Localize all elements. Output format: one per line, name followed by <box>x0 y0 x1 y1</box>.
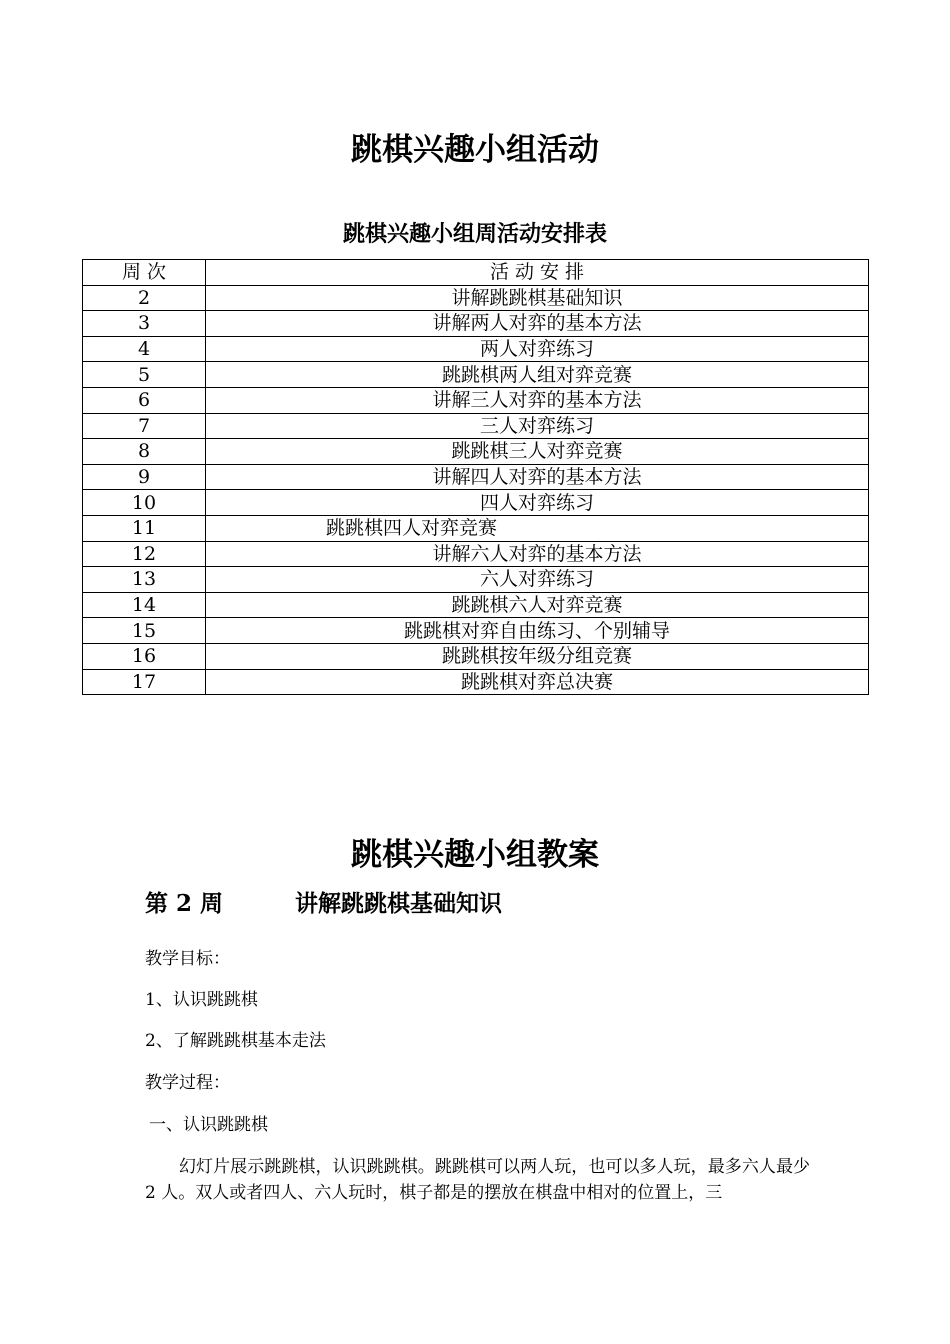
table-row <box>83 311 869 337</box>
week-cell: 16 <box>83 643 206 669</box>
table-row <box>83 387 869 413</box>
activity-cell: 跳跳棋对弈自由练习、个别辅导 <box>206 618 869 644</box>
week-cell: 15 <box>83 618 206 644</box>
week-cell: 17 <box>83 669 206 695</box>
activity-cell: 四人对弈练习 <box>206 490 869 516</box>
activity-cell: 跳跳棋两人组对弈竞赛 <box>206 362 869 388</box>
activity-cell: 两人对弈练习 <box>206 336 869 362</box>
table-row <box>83 439 869 465</box>
week-cell: 6 <box>83 387 206 413</box>
activity-cell: 讲解跳跳棋基础知识 <box>206 285 869 311</box>
week-cell: 4 <box>83 336 206 362</box>
table-row <box>83 362 869 388</box>
table-row <box>83 464 869 490</box>
goal-item: 1、认识跳跳棋 <box>145 990 258 1010</box>
page-title: 跳棋兴趣小组活动 <box>351 132 599 168</box>
table-row <box>83 669 869 695</box>
table-row <box>83 567 869 593</box>
week-cell: 5 <box>83 362 206 388</box>
week-cell: 2 <box>83 285 206 311</box>
header-activity: 活 动 安 排 <box>206 260 869 286</box>
week-cell: 10 <box>83 490 206 516</box>
week-cell: 3 <box>83 311 206 337</box>
goal-item: 2、了解跳跳棋基本走法 <box>145 1031 326 1051</box>
activity-cell: 讲解两人对弈的基本方法 <box>206 311 869 337</box>
table-row <box>83 413 869 439</box>
table-row <box>83 515 869 541</box>
table-header-row <box>83 260 869 286</box>
table-row <box>83 336 869 362</box>
activity-cell: 三人对弈练习 <box>206 413 869 439</box>
header-week: 周 次 <box>83 260 206 286</box>
activity-cell: 讲解三人对弈的基本方法 <box>206 387 869 413</box>
week-cell: 11 <box>83 515 206 541</box>
activity-cell: 跳跳棋对弈总决赛 <box>206 669 869 695</box>
week-cell: 14 <box>83 592 206 618</box>
week-cell: 13 <box>83 567 206 593</box>
activity-cell: 跳跳棋四人对弈竞赛 <box>206 515 869 541</box>
table-row <box>83 643 869 669</box>
section-heading: 一、认识跳跳棋 <box>149 1115 268 1135</box>
activity-cell: 跳跳棋三人对弈竞赛 <box>206 439 869 465</box>
lesson-heading <box>145 888 502 920</box>
lesson-week-label: 第 2 周 <box>145 890 224 917</box>
week-cell: 8 <box>83 439 206 465</box>
activity-cell: 跳跳棋按年级分组竞赛 <box>206 643 869 669</box>
goals-heading: 教学目标： <box>145 949 230 969</box>
week-cell: 7 <box>83 413 206 439</box>
lesson-title: 跳棋兴趣小组教案 <box>351 837 599 873</box>
schedule-table <box>82 259 869 695</box>
table-row <box>83 592 869 618</box>
lesson-topic: 讲解跳跳棋基础知识 <box>295 890 503 917</box>
activity-cell: 六人对弈练习 <box>206 567 869 593</box>
activity-cell: 跳跳棋六人对弈竞赛 <box>206 592 869 618</box>
table-row <box>83 490 869 516</box>
week-cell: 12 <box>83 541 206 567</box>
process-heading: 教学过程： <box>145 1073 230 1093</box>
table-row <box>83 285 869 311</box>
week-cell: 9 <box>83 464 206 490</box>
table-row <box>83 618 869 644</box>
body-paragraph: 幻灯片展示跳跳棋，认识跳跳棋。跳跳棋可以两人玩，也可以多人玩，最多六人最少 2 人。双人或者四人、六人玩时，棋子都是的摆放在棋盘中相对的位置上，三 <box>145 1157 810 1203</box>
activity-cell: 讲解四人对弈的基本方法 <box>206 464 869 490</box>
table-row <box>83 541 869 567</box>
schedule-title: 跳棋兴趣小组周活动安排表 <box>342 221 607 247</box>
activity-cell: 讲解六人对弈的基本方法 <box>206 541 869 567</box>
